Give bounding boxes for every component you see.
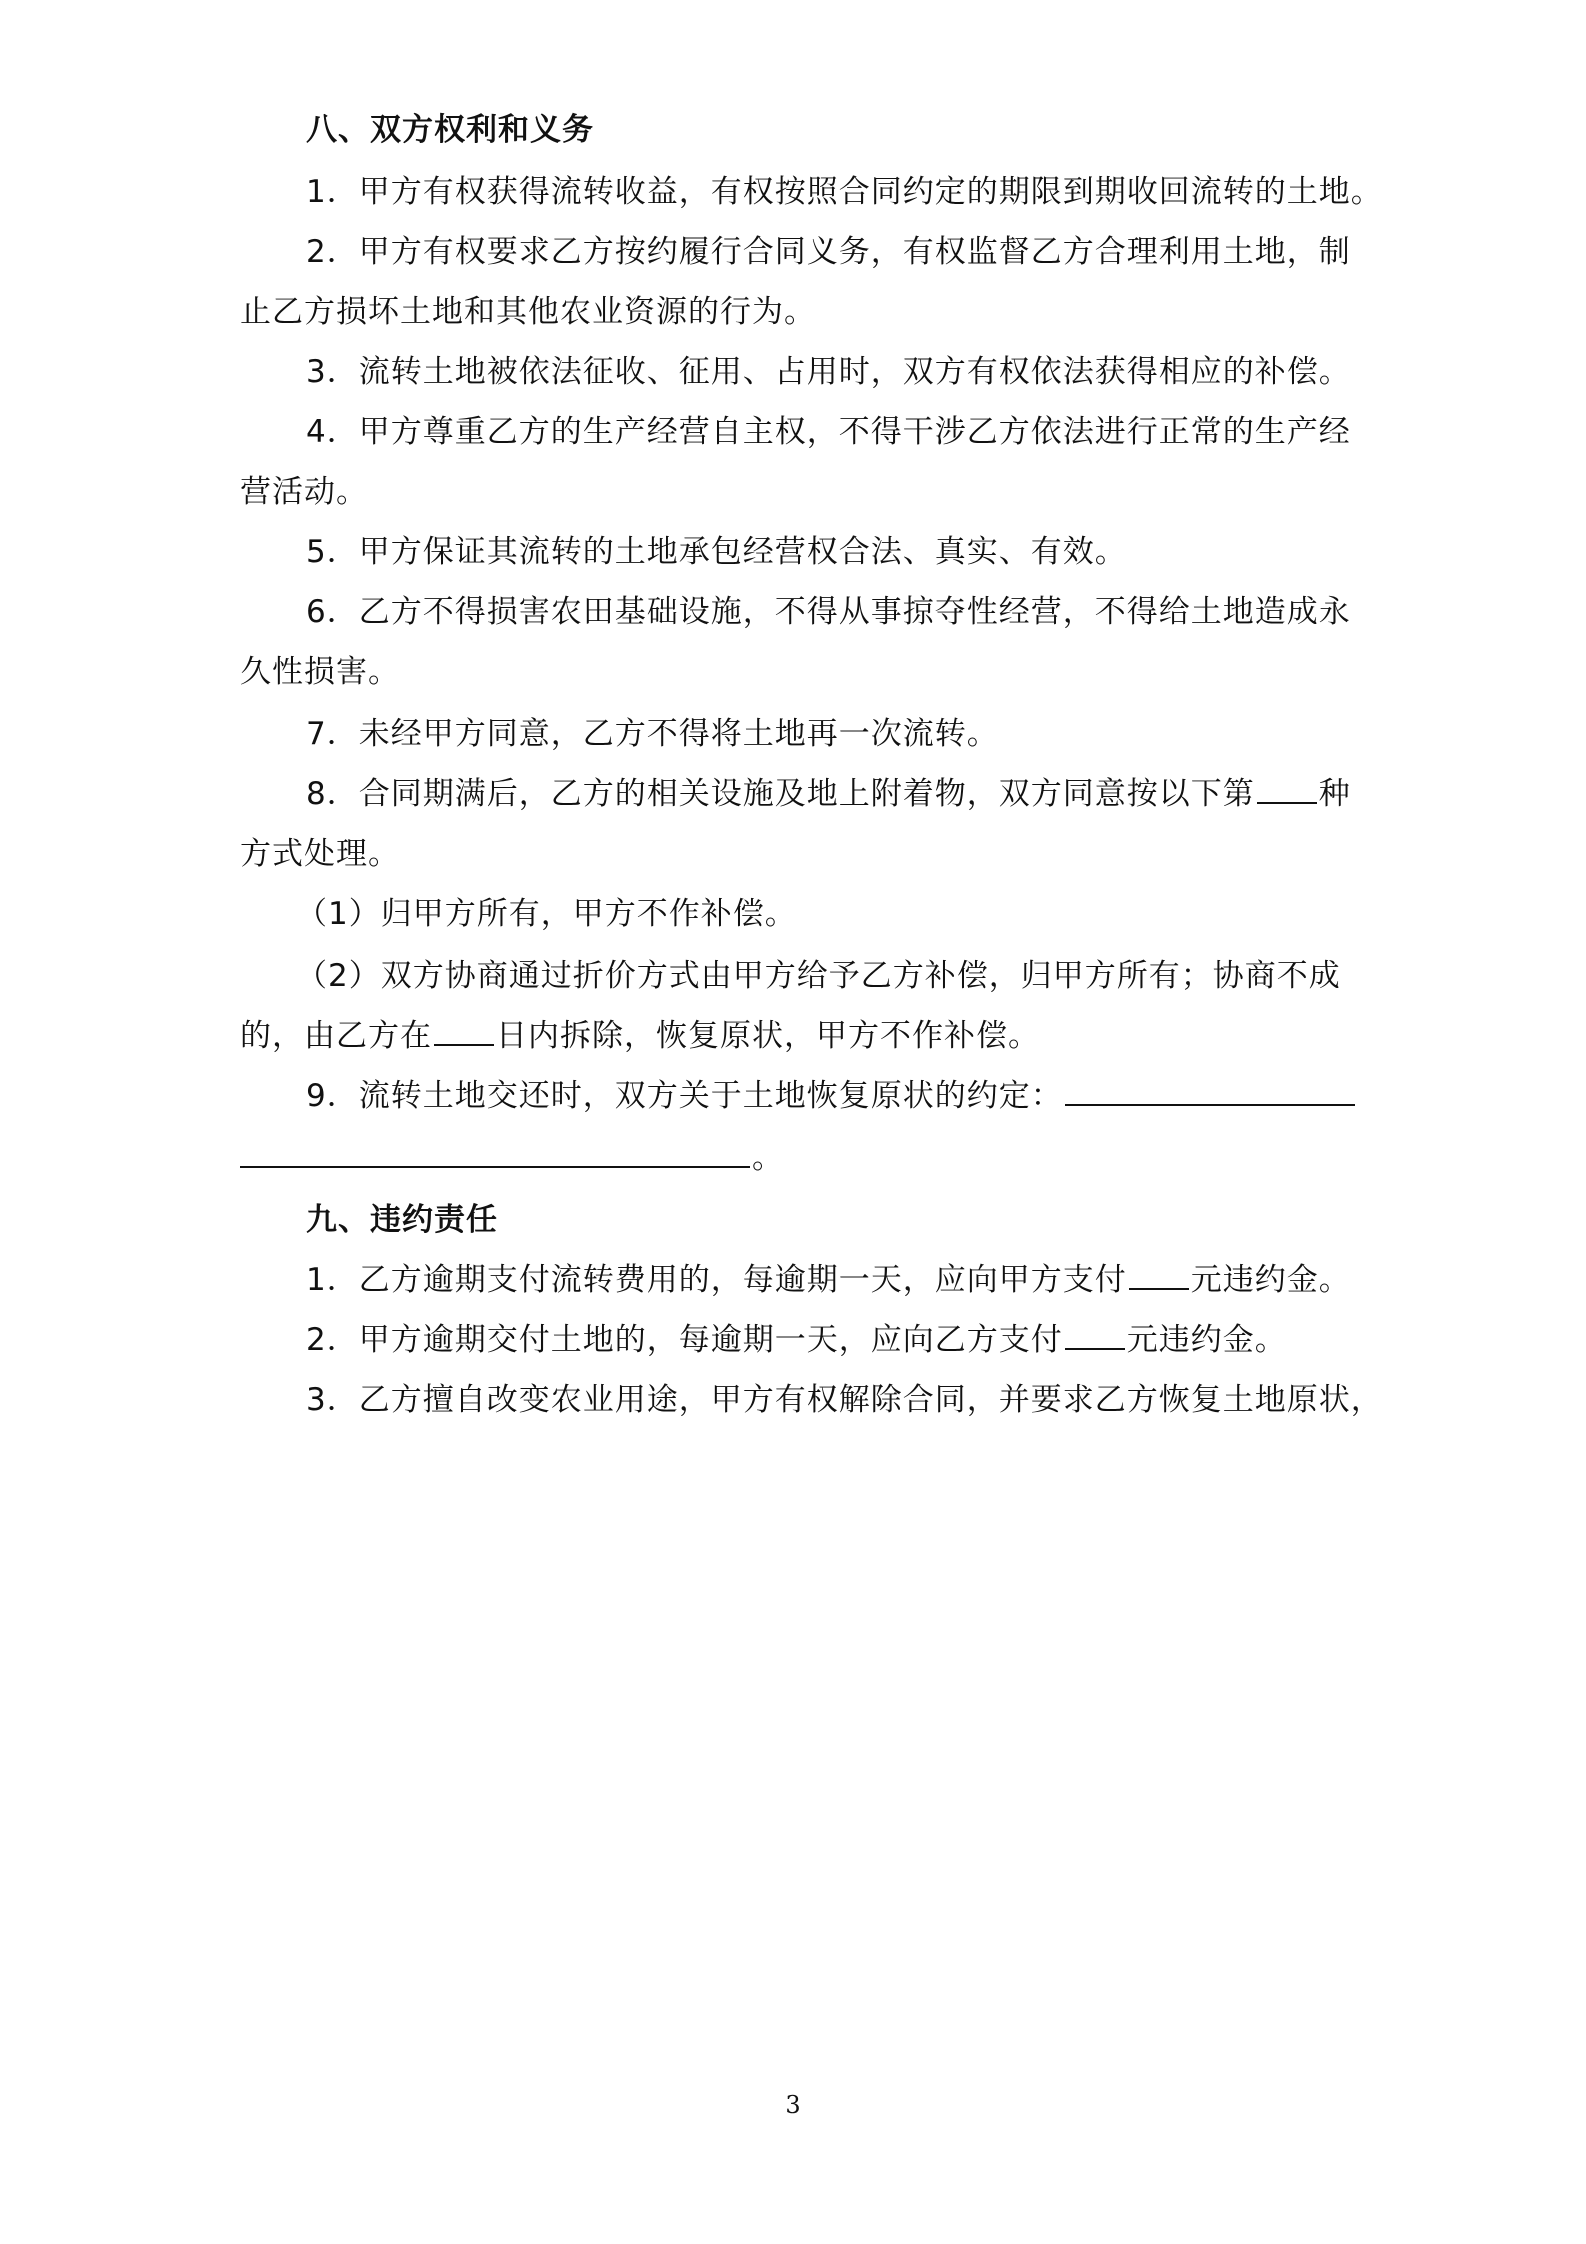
section-eight-item-9-line-2 bbox=[0, 1128, 1586, 1188]
fill-in-blank[interactable] bbox=[1065, 1312, 1125, 1350]
section-eight-item-8-option-2-line-2 bbox=[0, 1006, 1586, 1066]
item-text: 元违约金。 bbox=[1190, 1262, 1351, 1298]
item-text: 的，由乙方在 bbox=[240, 1018, 432, 1054]
item-text: 元违约金。 bbox=[1126, 1322, 1287, 1358]
section-eight-item-2-line-1 bbox=[0, 222, 1586, 282]
item-text: 3．乙方擅自改变农业用途，甲方有权解除合同，并要求乙方恢复土地原状， bbox=[306, 1382, 1383, 1418]
item-text: 营活动。 bbox=[240, 474, 368, 510]
item-text: 日内拆除，恢复原状，甲方不作补偿。 bbox=[496, 1018, 1040, 1054]
item-text: （1）归甲方所有，甲方不作补偿。 bbox=[296, 896, 797, 932]
page-number: 3 bbox=[785, 2091, 801, 2119]
item-text: 2．甲方逾期交付土地的，每逾期一天，应向乙方支付 bbox=[306, 1322, 1063, 1358]
section-nine-item-1 bbox=[0, 1250, 1586, 1310]
section-eight-item-8-line-2 bbox=[0, 824, 1586, 884]
fill-in-blank[interactable] bbox=[1257, 766, 1317, 804]
section-eight-item-3 bbox=[0, 342, 1586, 402]
item-text: 1．甲方有权获得流转收益，有权按照合同约定的期限到期收回流转的土地。 bbox=[306, 174, 1383, 210]
item-text: 4．甲方尊重乙方的生产经营自主权，不得干涉乙方依法进行正常的生产经 bbox=[306, 414, 1351, 450]
section-nine-item-3-line-1 bbox=[0, 1370, 1586, 1430]
fill-in-blank[interactable] bbox=[1065, 1068, 1355, 1106]
section-eight-item-8-option-1 bbox=[0, 884, 1586, 944]
section-eight-item-2-line-2 bbox=[0, 282, 1586, 342]
section-eight-item-8-line-1 bbox=[0, 764, 1586, 824]
item-text: 种 bbox=[1318, 776, 1351, 812]
fill-in-blank[interactable] bbox=[240, 1130, 750, 1168]
section-eight-item-8-option-2-line-1 bbox=[0, 946, 1586, 1006]
item-text: 3．流转土地被依法征收、征用、占用时，双方有权依法获得相应的补偿。 bbox=[306, 354, 1351, 390]
item-text: 。 bbox=[752, 1140, 784, 1176]
section-nine-heading bbox=[0, 1190, 1586, 1250]
item-text: 止乙方损坏土地和其他农业资源的行为。 bbox=[240, 294, 816, 330]
item-text: 5．甲方保证其流转的土地承包经营权合法、真实、有效。 bbox=[306, 534, 1127, 570]
section-eight-heading-text: 八、双方权利和义务 bbox=[306, 112, 594, 148]
section-eight-item-6-line-2 bbox=[0, 642, 1586, 702]
item-text: 9．流转土地交还时，双方关于土地恢复原状的约定： bbox=[306, 1078, 1063, 1114]
section-eight-item-7 bbox=[0, 704, 1586, 764]
section-eight-item-4-line-2 bbox=[0, 462, 1586, 522]
item-text: 8．合同期满后，乙方的相关设施及地上附着物，双方同意按以下第 bbox=[306, 776, 1255, 812]
section-eight-item-4-line-1 bbox=[0, 402, 1586, 462]
section-nine-item-2 bbox=[0, 1310, 1586, 1370]
item-text: 久性损害。 bbox=[240, 654, 400, 690]
section-eight-item-6-line-1 bbox=[0, 582, 1586, 642]
fill-in-blank[interactable] bbox=[434, 1008, 494, 1046]
item-text: （2）双方协商通过折价方式由甲方给予乙方补偿，归甲方所有；协商不成 bbox=[296, 958, 1341, 994]
section-eight-item-1 bbox=[0, 162, 1586, 222]
section-nine-heading-text: 九、违约责任 bbox=[306, 1202, 498, 1238]
item-text: 7．未经甲方同意，乙方不得将土地再一次流转。 bbox=[306, 716, 999, 752]
section-eight-item-5 bbox=[0, 522, 1586, 582]
item-text: 1．乙方逾期支付流转费用的，每逾期一天，应向甲方支付 bbox=[306, 1262, 1127, 1298]
section-eight-heading bbox=[0, 100, 1586, 160]
item-text: 方式处理。 bbox=[240, 836, 400, 872]
item-text: 2．甲方有权要求乙方按约履行合同义务，有权监督乙方合理利用土地，制 bbox=[306, 234, 1351, 270]
fill-in-blank[interactable] bbox=[1129, 1252, 1189, 1290]
section-eight-item-9-line-1 bbox=[0, 1066, 1586, 1126]
item-text: 6．乙方不得损害农田基础设施，不得从事掠夺性经营，不得给土地造成永 bbox=[306, 594, 1351, 630]
